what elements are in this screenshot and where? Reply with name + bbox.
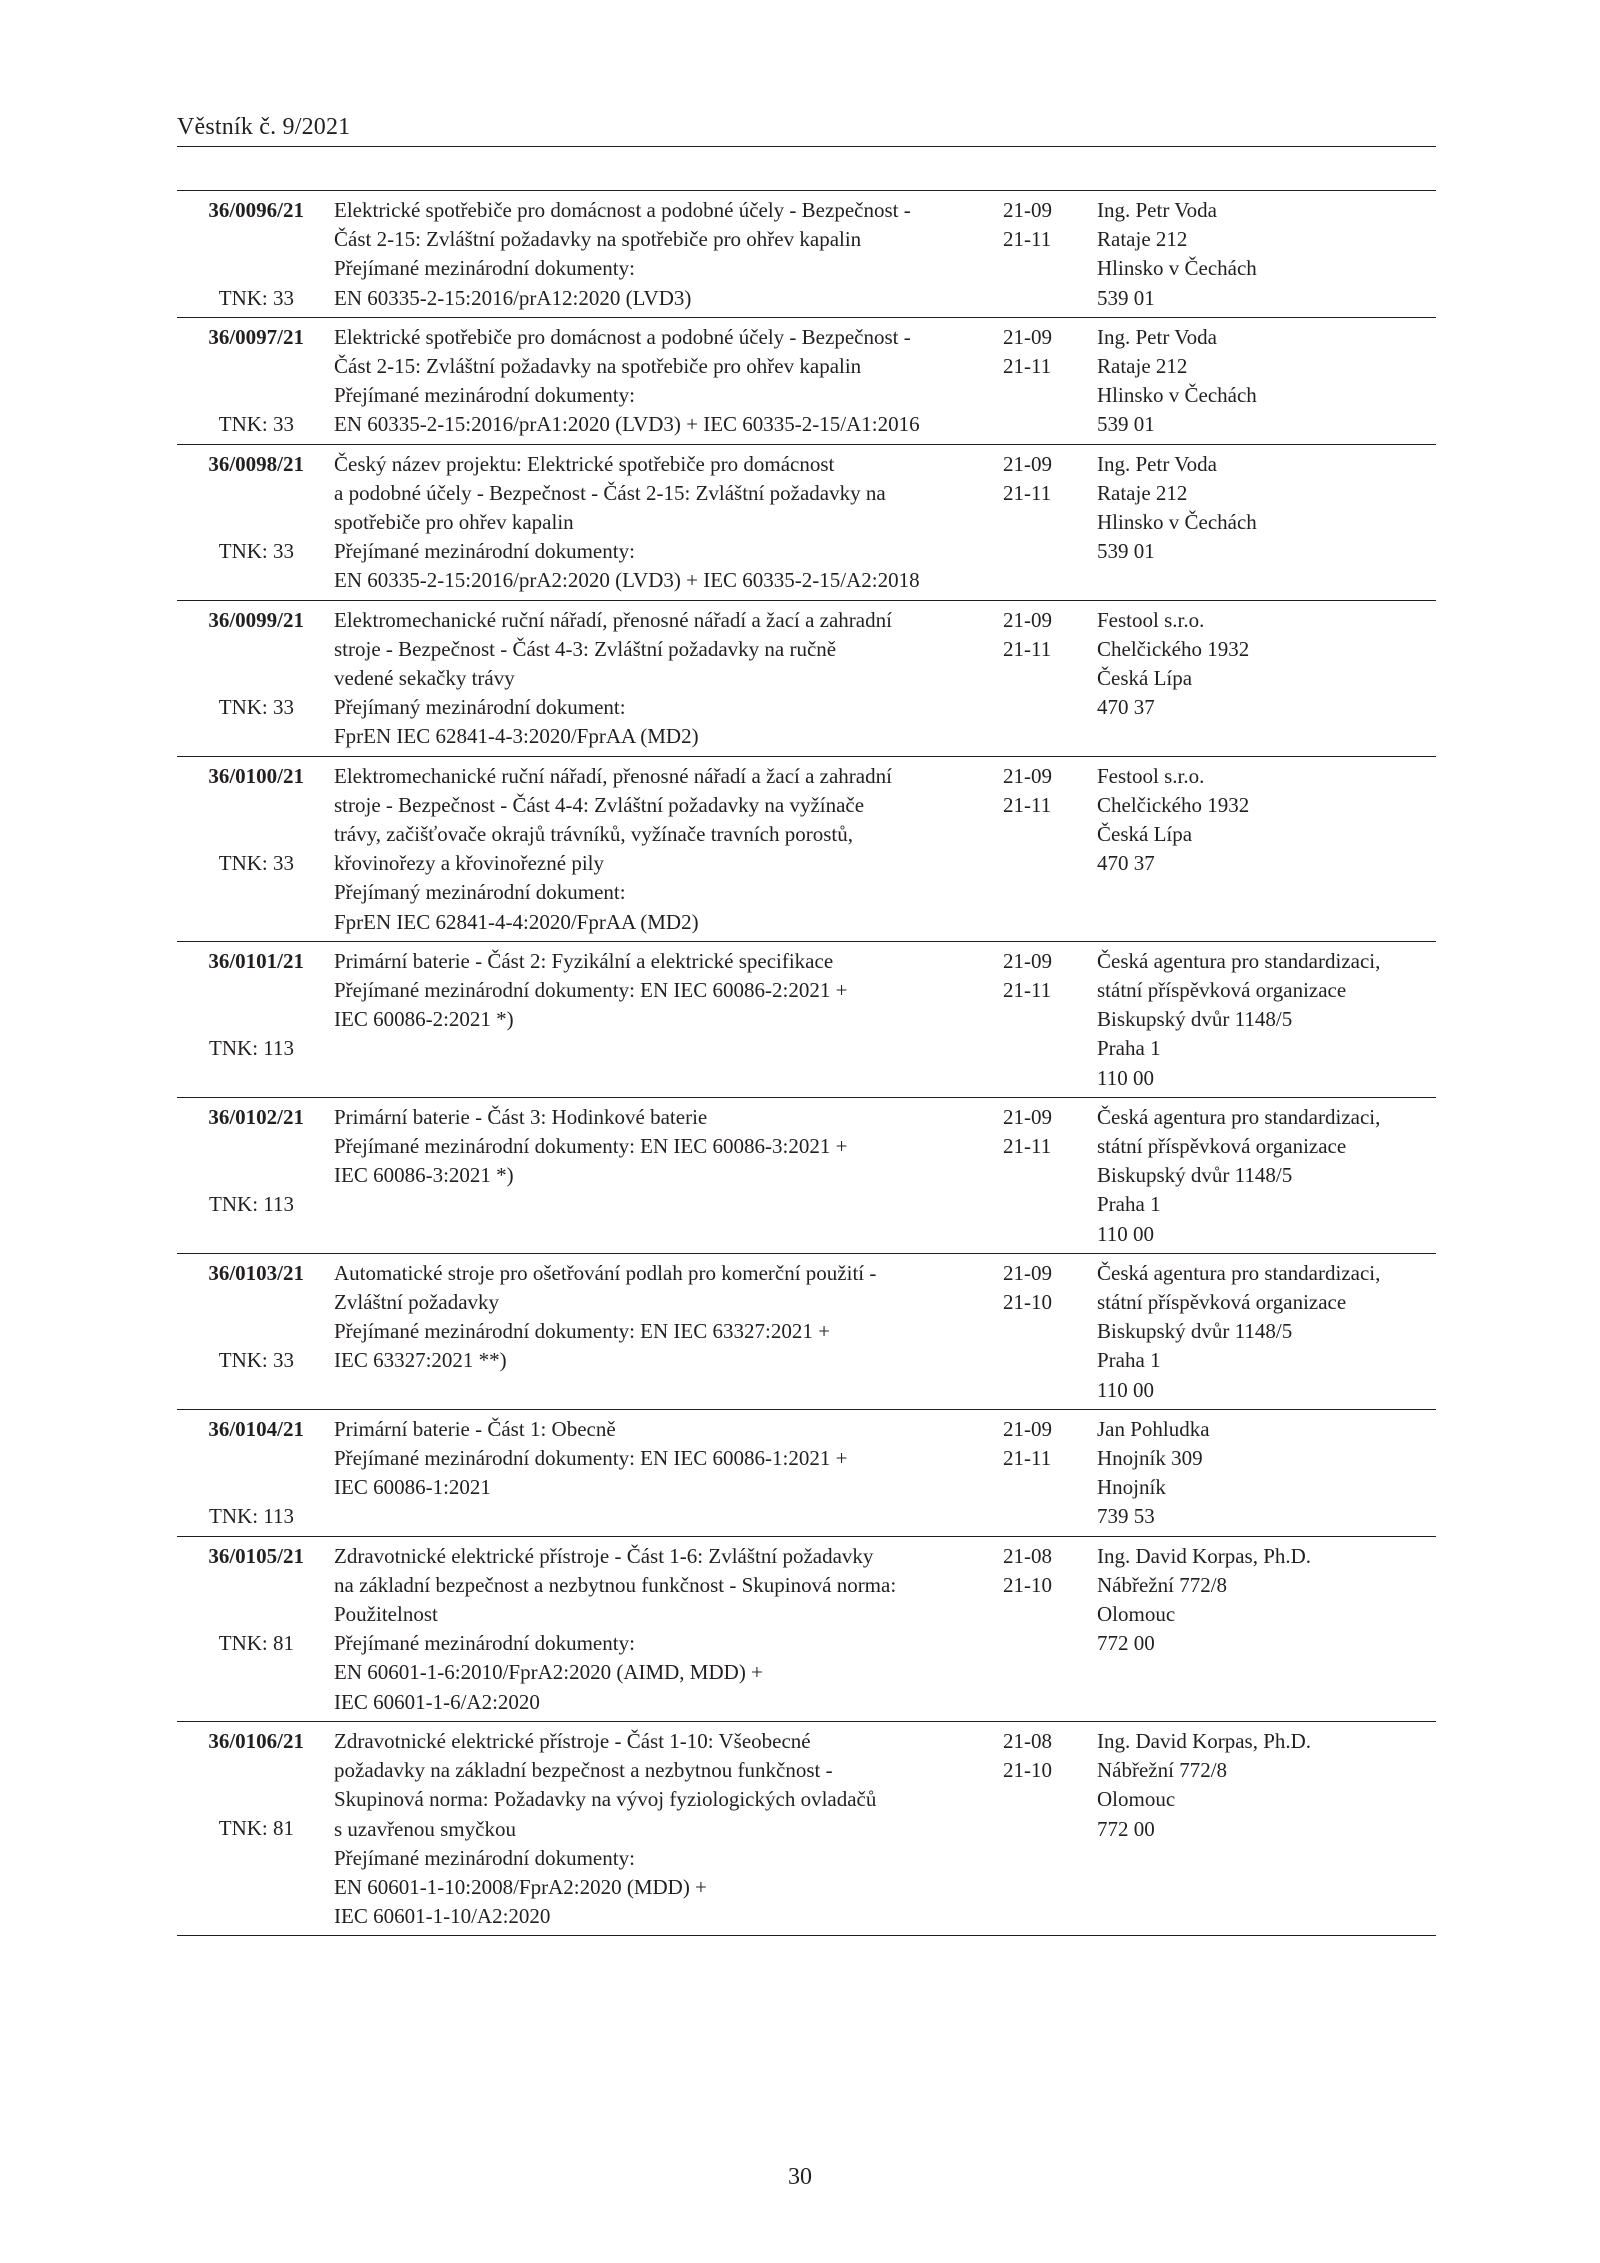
description-line: Část 2-15: Zvláštní požadavky na spotřebiče pro ohřev kapalin [334,227,862,252]
description-line: Primární baterie - Část 2: Fyzikální a elektrické specifikace [334,948,834,973]
date-value: 21-09 [1003,1260,1052,1285]
contact-line: státní příspěvková organizace [1097,1134,1347,1159]
project-id: 36/0102/21 [208,1104,304,1129]
date-value: 21-08 [1003,1728,1052,1753]
contact-line: 772 00 [1097,1816,1155,1841]
description-line: spotřebiče pro ohřev kapalin [334,510,574,535]
contact-line: Hnojník [1097,1475,1166,1500]
date-value: 21-09 [1003,763,1052,788]
date-value: 21-09 [1003,948,1052,973]
project-id: 36/0105/21 [208,1543,304,1568]
contact-line: Hlinsko v Čechách [1097,256,1257,281]
contact-address [1097,762,1436,879]
description-line: Použitelnost [334,1602,438,1627]
description-line: Elektromechanické ruční nářadí, přenosné nářadí a žací a zahradní [334,763,892,788]
description-line: Elektrické spotřebiče pro domácnost a podobné účely - Bezpečnost - [334,324,911,349]
table-row [177,1537,1436,1722]
contact-line: Ing. Petr Voda [1097,451,1217,476]
project-description [334,1542,897,1717]
project-description [334,196,911,313]
description-line: Primární baterie - Část 1: Obecně [334,1416,616,1441]
project-id: 36/0097/21 [208,324,304,349]
bulletin-title: Věstník č. 9/2021 [177,114,351,140]
contact-line: Olomouc [1097,1787,1176,1812]
project-id: 36/0104/21 [208,1416,304,1441]
contact-line: Nábřežní 772/8 [1097,1758,1228,1783]
tnk-number: TNK: 113 [209,1192,294,1217]
description-line: EN 60335-2-15:2016/prA2:2020 (LVD3) + IEC 60335-2-15/A2:2018 [334,568,920,593]
project-description [334,1415,848,1532]
contact-address [1097,1542,1436,1659]
table-row [177,1722,1436,1936]
description-line: Přejímané mezinárodní dokumenty: EN IEC 63327:2021 + [334,1319,830,1344]
description-line: Zvláštní požadavky [334,1290,500,1315]
description-line: FprEN IEC 62841-4-4:2020/FprAA (MD2) [334,909,699,934]
contact-line: 470 37 [1097,695,1155,720]
tnk-number: TNK: 33 [218,1348,294,1373]
description-line: Přejímaný mezinárodní dokument: [334,695,626,720]
contact-address [1097,1259,1436,1405]
description-line: Primární baterie - Část 3: Hodinkové baterie [334,1104,708,1129]
project-dates [1003,1542,1073,1600]
date-value: 21-11 [1003,227,1052,252]
date-value: 21-11 [1003,480,1052,505]
date-value: 21-09 [1003,198,1052,222]
description-line: Přejímané mezinárodní dokumenty: [334,1845,635,1870]
description-line: Český název projektu: Elektrické spotřebiče pro domácnost [334,451,835,476]
date-value: 21-11 [1003,792,1052,817]
date-value: 21-09 [1003,1416,1052,1441]
table-row [177,191,1436,318]
contact-line: Česká Lípa [1097,666,1193,691]
project-id: 36/0106/21 [208,1728,304,1753]
project-dates [1003,947,1073,1005]
project-id: 36/0099/21 [208,607,304,632]
project-dates [1003,323,1073,381]
contact-line: Chelčického 1932 [1097,792,1250,817]
project-dates [1003,1259,1073,1317]
description-line: a podobné účely - Bezpečnost - Část 2-15: Zvláštní požadavky na [334,480,886,505]
project-description [334,1259,877,1405]
contact-address [1097,1103,1436,1249]
tnk-number: TNK: 33 [218,412,294,437]
date-value: 21-10 [1003,1572,1052,1597]
description-line: Zdravotnické elektrické přístroje - Část 1-6: Zvláštní požadavky [334,1543,874,1568]
contact-line: Česká agentura pro standardizaci, [1097,948,1381,973]
description-line: s uzavřenou smyčkou [334,1816,516,1841]
project-id: 36/0100/21 [208,763,304,788]
contact-address [1097,1727,1436,1844]
description-line: IEC 60601-1-6/A2:2020 [334,1689,540,1714]
contact-address [1097,196,1436,313]
contact-line: Ing. David Korpas, Ph.D. [1097,1728,1312,1753]
table-row [177,601,1436,757]
project-description [334,606,892,752]
contact-line: Ing. David Korpas, Ph.D. [1097,1543,1312,1568]
description-line: Část 2-15: Zvláštní požadavky na spotřebiče pro ohřev kapalin [334,354,862,379]
description-line: Elektrické spotřebiče pro domácnost a podobné účely - Bezpečnost - [334,198,911,222]
description-line: Elektromechanické ruční nářadí, přenosné nářadí a žací a zahradní [334,607,892,632]
date-value: 21-10 [1003,1290,1052,1315]
description-line: IEC 60601-1-10/A2:2020 [334,1904,551,1929]
contact-line: Hlinsko v Čechách [1097,383,1257,408]
description-line: Skupinová norma: Požadavky na vývoj fyziologických ovladačů [334,1787,877,1812]
contact-line: Praha 1 [1097,1192,1161,1217]
project-description [334,450,920,596]
project-dates [1003,450,1073,508]
project-dates [1003,1727,1073,1785]
description-line: FprEN IEC 62841-4-3:2020/FprAA (MD2) [334,724,699,749]
description-line: IEC 60086-2:2021 *) [334,1007,514,1032]
contact-line: Biskupský dvůr 1148/5 [1097,1319,1293,1344]
tnk-number: TNK: 33 [218,539,294,564]
contact-line: státní příspěvková organizace [1097,1290,1347,1315]
table-row [177,445,1436,601]
contact-address [1097,947,1436,1093]
description-line: IEC 60086-1:2021 [334,1475,491,1500]
tnk-number: TNK: 113 [209,1504,294,1529]
contact-line: Festool s.r.o. [1097,763,1205,788]
description-line: vedené sekačky trávy [334,666,515,691]
description-line: stroje - Bezpečnost - Část 4-4: Zvláštní požadavky na vyžínače [334,792,865,817]
description-line: Přejímané mezinárodní dokumenty: EN IEC 60086-1:2021 + [334,1446,848,1471]
description-line: Přejímané mezinárodní dokumenty: [334,383,635,408]
description-line: IEC 60086-3:2021 *) [334,1163,514,1188]
description-line: EN 60335-2-15:2016/prA1:2020 (LVD3) + IEC 60335-2-15/A1:2016 [334,412,920,437]
project-id: 36/0103/21 [208,1260,304,1285]
contact-line: 539 01 [1097,539,1155,564]
contact-line: Česká agentura pro standardizaci, [1097,1104,1381,1129]
project-description [334,1727,877,1931]
contact-line: 110 00 [1097,1065,1154,1090]
description-line: Přejímané mezinárodní dokumenty: EN IEC 60086-3:2021 + [334,1134,848,1159]
date-value: 21-11 [1003,1134,1052,1159]
date-value: 21-08 [1003,1543,1052,1568]
tnk-number: TNK: 33 [218,851,294,876]
project-description [334,947,848,1093]
project-dates [1003,196,1073,254]
contact-line: Hnojník 309 [1097,1446,1203,1471]
contact-line: Jan Pohludka [1097,1416,1210,1441]
description-line: Přejímané mezinárodní dokumenty: [334,1631,635,1656]
contact-line: Biskupský dvůr 1148/5 [1097,1007,1293,1032]
contact-line: 110 00 [1097,1377,1154,1402]
contact-line: Rataje 212 [1097,227,1188,252]
description-line: požadavky na základní bezpečnost a nezbytnou funkčnost - [334,1758,833,1783]
project-dates [1003,762,1073,820]
table-row [177,1254,1436,1410]
description-line: trávy, začišťovače okrajů trávníků, vyžínače travních porostů, [334,822,853,847]
contact-line: 470 37 [1097,851,1155,876]
contact-line: 739 53 [1097,1504,1155,1529]
description-line: Automatické stroje pro ošetřování podlah pro komerční použití - [334,1260,877,1285]
contact-line: Biskupský dvůr 1148/5 [1097,1163,1293,1188]
contact-line: 772 00 [1097,1631,1155,1656]
contact-line: státní příspěvková organizace [1097,978,1347,1003]
contact-line: Česká agentura pro standardizaci, [1097,1260,1381,1285]
date-value: 21-11 [1003,978,1052,1003]
date-value: 21-09 [1003,451,1052,476]
date-value: 21-09 [1003,1104,1052,1129]
standards-table [177,190,1436,1936]
description-line: EN 60335-2-15:2016/prA12:2020 (LVD3) [334,285,692,310]
contact-line: Nábřežní 772/8 [1097,1572,1228,1597]
date-value: 21-09 [1003,324,1052,349]
date-value: 21-09 [1003,607,1052,632]
contact-line: 110 00 [1097,1221,1154,1246]
tnk-number: TNK: 81 [218,1631,294,1656]
description-line: Přejímaný mezinárodní dokument: [334,880,626,905]
project-dates [1003,1415,1073,1473]
description-line: EN 60601-1-6:2010/FprA2:2020 (AIMD, MDD) + [334,1660,763,1685]
project-description [334,762,892,937]
description-line: Zdravotnické elektrické přístroje - Část 1-10: Všeobecné [334,1728,811,1753]
contact-line: Ing. Petr Voda [1097,324,1217,349]
page-header [177,110,1436,147]
date-value: 21-11 [1003,354,1052,379]
description-line: Přejímané mezinárodní dokumenty: [334,539,635,564]
tnk-number: TNK: 33 [218,695,294,720]
contact-address [1097,323,1436,440]
contact-line: Hlinsko v Čechách [1097,510,1257,535]
project-description [334,1103,848,1249]
contact-line: Praha 1 [1097,1348,1161,1373]
description-line: stroje - Bezpečnost - Část 4-3: Zvláštní požadavky na ručně [334,636,837,661]
description-line: Přejímané mezinárodní dokumenty: [334,256,635,281]
contact-address [1097,450,1436,567]
project-id: 36/0096/21 [208,198,304,222]
contact-line: Chelčického 1932 [1097,636,1250,661]
date-value: 21-11 [1003,1446,1052,1471]
contact-line: 539 01 [1097,285,1155,310]
table-row [177,1410,1436,1537]
project-dates [1003,1103,1073,1161]
description-line: EN 60601-1-10:2008/FprA2:2020 (MDD) + [334,1874,707,1899]
table-row [177,757,1436,942]
description-line: křovinořezy a křovinořezné pily [334,851,604,876]
description-line: IEC 63327:2021 **) [334,1348,507,1373]
contact-line: Česká Lípa [1097,822,1193,847]
contact-address [1097,1415,1436,1532]
project-id: 36/0101/21 [208,948,304,973]
project-id: 36/0098/21 [208,451,304,476]
contact-line: Festool s.r.o. [1097,607,1205,632]
contact-line: Ing. Petr Voda [1097,198,1217,222]
table-row [177,1098,1436,1254]
project-dates [1003,606,1073,664]
table-row [177,942,1436,1098]
tnk-number: TNK: 81 [218,1816,294,1841]
contact-line: Praha 1 [1097,1036,1161,1061]
contact-line: Rataje 212 [1097,354,1188,379]
contact-line: 539 01 [1097,412,1155,437]
description-line: Přejímané mezinárodní dokumenty: EN IEC 60086-2:2021 + [334,978,848,1003]
table-row [177,318,1436,445]
date-value: 21-11 [1003,636,1052,661]
page-number: 30 [788,2164,812,2190]
contact-line: Olomouc [1097,1602,1176,1627]
description-line: na základní bezpečnost a nezbytnou funkčnost - Skupinová norma: [334,1572,897,1597]
date-value: 21-10 [1003,1758,1052,1783]
tnk-number: TNK: 33 [218,285,294,310]
contact-address [1097,606,1436,723]
project-description [334,323,920,440]
tnk-number: TNK: 113 [209,1036,294,1061]
contact-line: Rataje 212 [1097,480,1188,505]
